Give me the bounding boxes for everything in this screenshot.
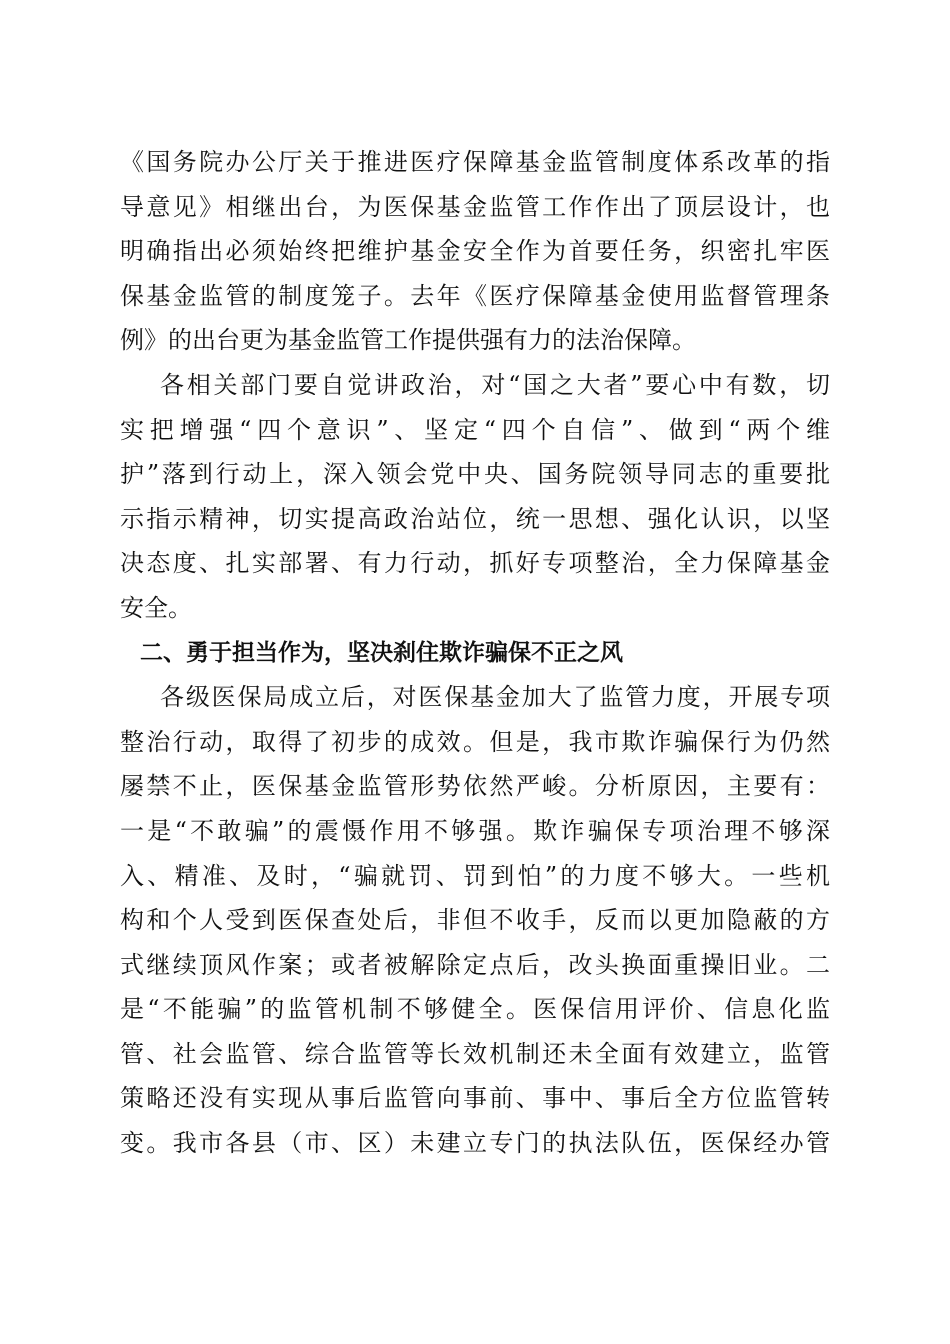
- text-line: 护”落到行动上，深入领会党中央、国务院领导同志的重要批: [120, 460, 830, 489]
- section-heading: 二、勇于担当作为，坚决刹住欺诈骗保不正之风: [140, 639, 623, 666]
- text-line: 式继续顶风作案；或者被解除定点后，改头换面重操旧业。二: [120, 950, 830, 979]
- text-line: 变。我市各县（市、区）未建立专门的执法队伍，医保经办管: [120, 1129, 830, 1158]
- text-line: 整治行动，取得了初步的成效。但是，我市欺诈骗保行为仍然: [120, 727, 830, 756]
- text-line: 是“不能骗”的监管机制不够健全。医保信用评价、信息化监: [120, 995, 830, 1024]
- text-line: 决态度、扎实部署、有力行动，抓好专项整治，全力保障基金: [120, 549, 830, 578]
- text-line: 导意见》相继出台，为医保基金监管工作作出了顶层设计，也: [120, 192, 830, 221]
- text-line: 一是“不敢骗”的震慑作用不够强。欺诈骗保专项治理不够深: [120, 816, 830, 845]
- text-line: 例》的出台更为基金监管工作提供强有力的法治保障。: [120, 326, 696, 355]
- text-line: 屡禁不止，医保基金监管形势依然严峻。分析原因，主要有：: [120, 772, 830, 801]
- text-line: 入、精准、及时，“骗就罚、罚到怕”的力度不够大。一些机: [120, 861, 830, 890]
- paragraph-1: [120, 140, 830, 363]
- text-line: 实把增强“四个意识”、坚定“四个自信”、做到“两个维: [120, 415, 830, 444]
- text-line: 管、社会监管、综合监管等长效机制还未全面有效建立，监管: [120, 1039, 830, 1068]
- text-line: 各级医保局成立后，对医保基金加大了监管力度，开展专项: [160, 683, 830, 712]
- text-line: 明确指出必须始终把维护基金安全作为首要任务，织密扎牢医: [120, 237, 830, 266]
- text-line: 《国务院办公厅关于推进医疗保障基金监管制度体系改革的指: [120, 148, 830, 176]
- text-line: 保基金监管的制度笼子。去年《医疗保障基金使用监督管理条: [120, 281, 830, 310]
- document-page: [120, 140, 830, 1166]
- text-line: 策略还没有实现从事后监管向事前、事中、事后全方位监管转: [120, 1084, 830, 1113]
- text-line: 安全。: [120, 593, 192, 622]
- paragraph-3: [120, 675, 830, 1166]
- text-line: 各相关部门要自觉讲政治，对“国之大者”要心中有数，切: [160, 370, 830, 399]
- text-line: 示指示精神，切实提高政治站位，统一思想、强化认识，以坚: [120, 504, 830, 533]
- paragraph-2: [120, 363, 830, 631]
- text-line: 构和个人受到医保查处后，非但不收手，反而以更加隐蔽的方: [120, 906, 830, 935]
